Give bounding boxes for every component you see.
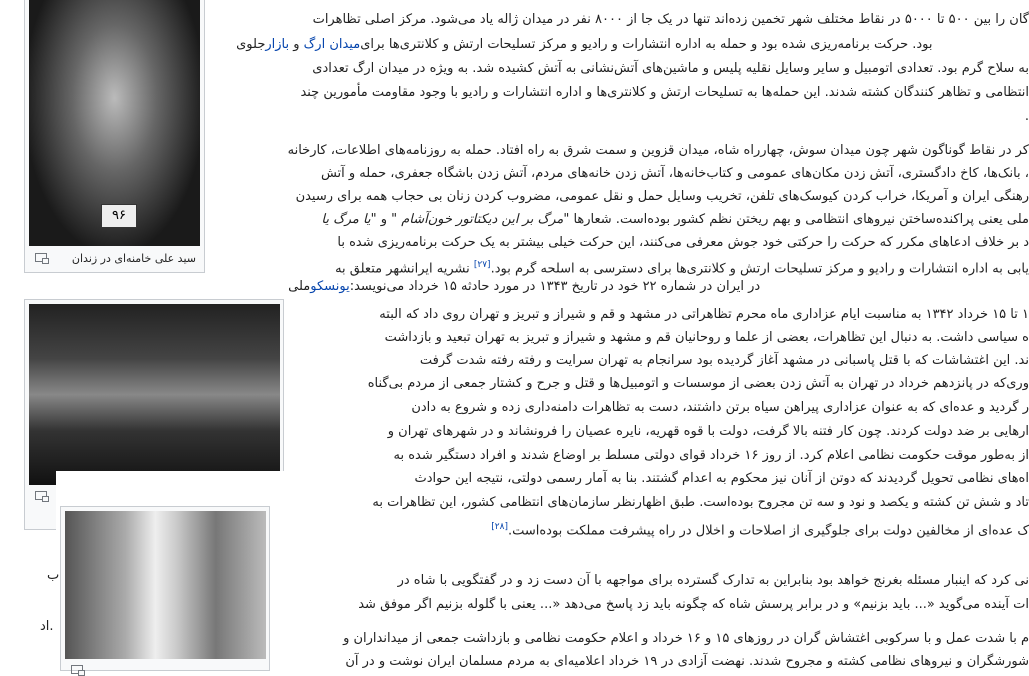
text-line: وری‌که در پانزدهم خرداد در تهران به آتش زدن بعضی از موسسات و اتومبیل‌ها و قتل و جرح و کشتار جمعی از مردم بی‌گناه — [368, 375, 1029, 393]
figure-voting — [60, 506, 270, 671]
enlarge-icon[interactable] — [71, 665, 83, 674]
text: " و " — [371, 212, 402, 227]
text: ملی — [284, 279, 310, 294]
text: بود. حرکت برنامه‌ریزی شده بود و حمله به اداره انتشارات و رادیو و مرکز تسلیحات ارتش و کلانتری‌ها برای — [360, 37, 936, 52]
text-line — [335, 256, 1029, 278]
text-line — [321, 211, 1029, 229]
text-line: انتظامی و تظاهر کنندگان کشته شدند. این حمله‌ها به تسلیحات ارتش و کلانتری‌ها و اداره انتشارات و رادیو با وجود مقاومت مأمورین چند — [300, 84, 1029, 102]
text-line — [232, 36, 937, 54]
reference-27[interactable]: [۲۷] — [474, 260, 491, 270]
text: و — [289, 37, 304, 52]
text-line: ۱ تا ۱۵ خرداد ۱۳۴۲ به مناسبت ایام عزاداری ماه محرم تظاهراتی در مشهد و قم و شیراز و تبریز و تهران روی داد که البته — [379, 306, 1029, 324]
slogan: مرگ بر این دیکتاتور خون‌آشام — [401, 212, 563, 227]
text-line: ات آینده می‌گوید «... باید بزنیم» و در برابر پرسش شاه که چگونه باید زد پاسخ می‌دهد «... یعنی با گلوله بزنیم اگر موفق شد — [358, 596, 1029, 614]
text-line: کر در نقاط گوناگون شهر چون میدان سوش، چهارراه شاه، میدان قزوین و سمت شرق به راه افتاد. حمله به روزنامه‌های اطلاعات، کارخانه — [288, 142, 1029, 160]
khamenei-prison-photo[interactable] — [29, 0, 200, 246]
text-line: شورشگران و نیروهای نظامی کشته و مجروح شدند. نهضت آزادی در ۱۹ خرداد اعلامیه‌ای به مردم مسلمان ایران نوشت و در آن — [345, 653, 1029, 671]
text-line: م با شدت عمل و با سرکوبی اغتشاش گران در روزهای ۱۵ و ۱۶ خرداد و اعلام حکومت نظامی و بازداشت جمعی از میدانداران و — [343, 630, 1029, 648]
text-line: گان را بین ۵۰۰ تا ۵۰۰۰ در نقاط مختلف شهر تخمین زده‌اند تنها در یک جا از ۸۰۰۰ نفر در میدان ژاله یاد می‌شود. مرکز اصلی تظاهرات — [313, 11, 1029, 29]
mourners-photo[interactable] — [29, 304, 280, 485]
text-line: تاد و شش تن کشته و یکصد و نود و سه تن مجروح بوده‌است. طبق اظهارنظر سازمان‌های انتظامی کشور، این تظاهرات به — [372, 494, 1029, 512]
text-line: . — [1025, 108, 1029, 126]
text-line: رهنگی ایران و آمریکا، خراب کردن کیوسک‌های تلفن، تخریب وسایل حمل و نقل عمومی، مضروب کردن زنان بی حجاب همه برای رسیدن — [296, 188, 1029, 206]
enlarge-icon[interactable] — [35, 253, 47, 262]
text: جلوی — [232, 37, 265, 52]
text-line: ، بانک‌ها، کاخ دادگستری، آتش زدن مکان‌های عمومی و کتاب‌خانه‌ها، آتش زدن خانه‌های مردم، آتش زدن باشگاه جعفری، حمله و آتش — [321, 165, 1029, 183]
text-line: اه‌های نظامی تحویل گردیدند که دوتن از آنان نیز محکوم به اعدام گشتند. بنا به آمار رسمی دولتی، نتیجه این حوادث — [415, 470, 1029, 488]
voting-photo[interactable] — [65, 511, 266, 659]
text-line: از به‌طور موقت حکومت نظامی اعلام کرد. از روز ۱۶ خرداد قوای دولتی مسلط بر اوضاع شدند و افراد دستگیر شده به — [394, 447, 1029, 465]
link-bazaar[interactable]: بازار — [265, 37, 289, 52]
text: ملی یعنی پراکنده‌ساختن نیروهای انتظامی و بهم ریختن نظم کشور بوده‌است. شعارها " — [563, 212, 1029, 227]
prison-number-tag: ۹۶ — [101, 204, 137, 228]
text: نشریه ایرانشهر متعلق به — [335, 261, 474, 276]
link-meydan-arg[interactable]: میدان ارگ — [304, 37, 361, 52]
text-line: ر گردید و عده‌ای که به عنوان عزاداری پیراهن سیاه برتن داشتند، دست به تظاهرات دامنه‌داری زده و شروع به دادن — [411, 399, 1029, 417]
figure-caption: سید علی خامنه‌ای در زندان — [72, 252, 196, 265]
text: در ایران در شماره ۲۲ خود در تاریخ ۱۳۴۳ در مورد حادثه ۱۵ خرداد می‌نویسد: — [350, 279, 765, 294]
enlarge-icon[interactable] — [35, 491, 47, 500]
text-line: ارهایی بر ضد دولت کردند. چون کار فتنه بالا گرفت، دولت با قوه قهریه، نایره عصیان را فرونشاند و در شهرهای تهران و — [388, 423, 1029, 441]
link-unesco[interactable]: یونسکو — [310, 279, 349, 294]
text-line: ه سیاسی داشت. به دنبال این تظاهرات، بعضی از علما و روحانیان قم و مشهد و شیراز و تبریز به تهران تبعید و بازداشت — [385, 329, 1029, 347]
text-line: نی کرد که اینبار مسئله بغرنج خواهد بود بنابراین به تدارک گسترده برای مواجهه با آن دست زد و در گفتگویی با شاه در — [398, 572, 1029, 590]
text-line: به سلاح گرم بود. تعدادی اتومبیل و سایر وسایل نقلیه پلیس و ماشین‌های آتش‌نشانی به آتش کشیده شد. به ویژه در میدان ارگ تعدادی — [312, 60, 1029, 78]
clipped-text: ب — [47, 568, 59, 583]
slogan: یا مرگ یا — [321, 212, 370, 227]
clipped-text: اد. — [40, 619, 54, 634]
text-line: د بر خلاف ادعاهای مکرر که حرکت را حرکتی خود جوش معرفی می‌کنند، این حرکت خیلی بیشتر به یک حرکت برنامه‌ریزی شده با — [337, 234, 1029, 252]
text: یابی به اداره انتشارات و رادیو و مرکز تسلیحات ارتش و کلانتری‌ها برای دسترسی به اسلحه گرم بود. — [491, 261, 1029, 276]
text-line — [491, 518, 1029, 540]
reference-28[interactable]: [۲۸] — [491, 522, 508, 532]
text: ک عده‌ای از مخالفین دولت برای جلوگیری از اصلاحات و اخلال در راه پیشرفت مملکت بوده‌است. — [508, 523, 1029, 538]
text-line: ند. این اغتشاشات که با قتل پاسبانی در مشهد آغاز گردیده بود سرانجام به تهران سرایت و رفته رفته شدت گرفت — [420, 352, 1029, 370]
figure-khamenei-prison — [24, 0, 205, 273]
text-line — [284, 278, 764, 296]
